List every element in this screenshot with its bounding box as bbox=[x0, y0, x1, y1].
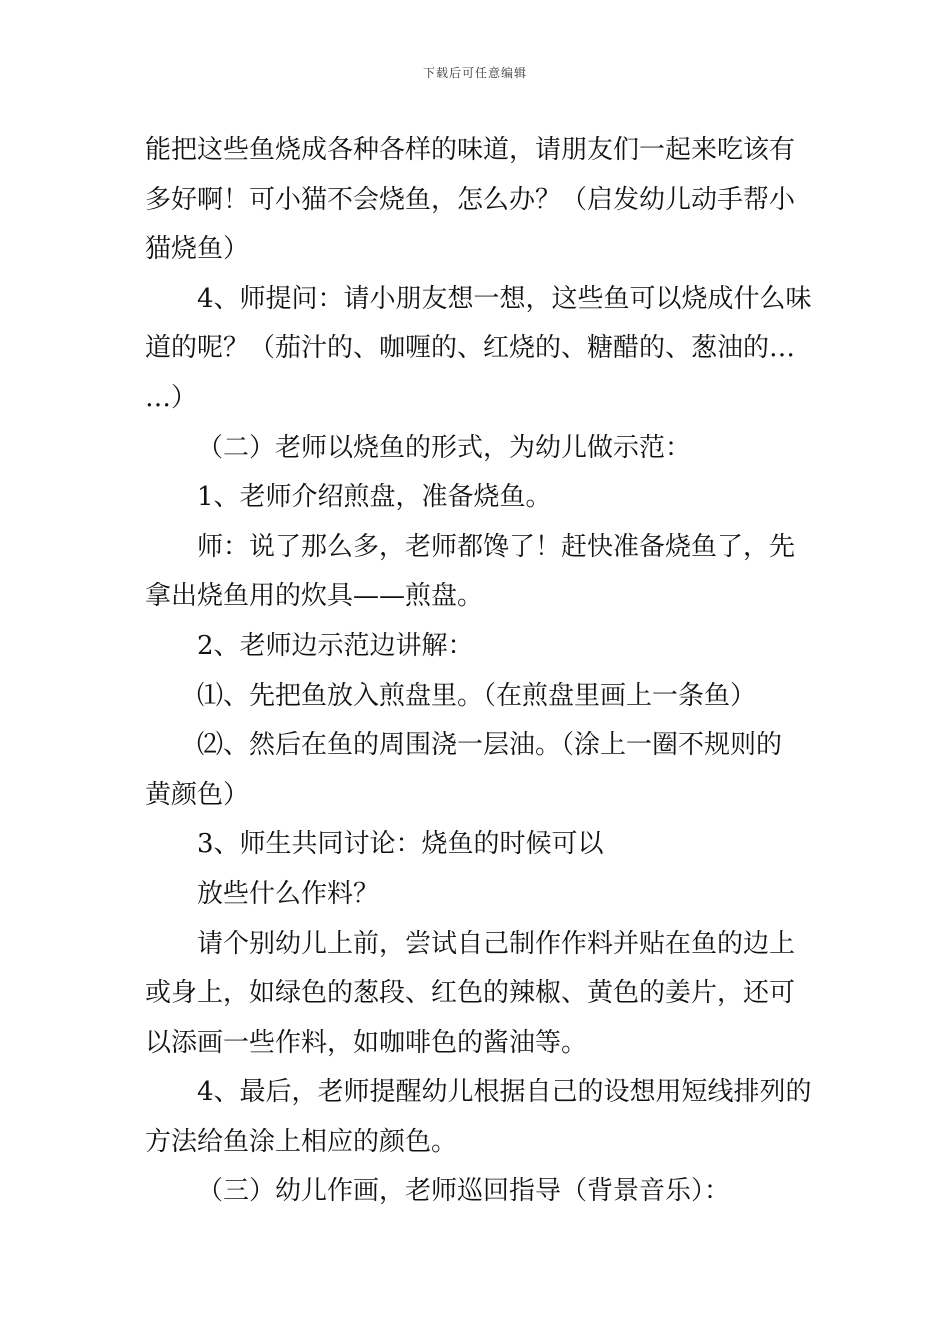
text-line: 猫烧鱼） bbox=[145, 234, 250, 265]
text-line: 请个别幼儿上前，尝试自己制作作料并贴在鱼的边上 bbox=[197, 928, 796, 959]
text-line: 黄颜色） bbox=[145, 779, 250, 810]
text-line: 拿出烧鱼用的炊具——煎盘。 bbox=[145, 581, 484, 612]
text-line: 方法给鱼涂上相应的颜色。 bbox=[145, 1126, 458, 1157]
page-header: 下载后可任意编辑 bbox=[422, 66, 527, 80]
text-line: 2、老师边示范边讲解： bbox=[197, 630, 474, 661]
text-line: 以添画一些作料，如咖啡色的酱油等。 bbox=[145, 1027, 588, 1058]
text-line: （三）幼儿作画，老师巡回指导（背景音乐）： bbox=[197, 1176, 731, 1207]
text-line: 3、师生共同讨论：烧鱼的时候可以 bbox=[197, 829, 604, 860]
text-line: …） bbox=[145, 382, 198, 413]
text-line: 1、老师介绍煎盘，准备烧鱼。 bbox=[197, 482, 552, 513]
text-line: 道的呢？（茄汁的、咖喱的、红烧的、糖醋的、葱油的… bbox=[145, 333, 796, 364]
text-line: 4、最后，老师提醒幼儿根据自己的设想用短线排列的 bbox=[197, 1077, 812, 1108]
text-line: 多好啊！可小猫不会烧鱼，怎么办？（启发幼儿动手帮小 bbox=[145, 184, 796, 215]
text-line: 能把这些鱼烧成各种各样的味道，请朋友们一起来吃该有 bbox=[145, 135, 796, 165]
text-line: 师：说了那么多，老师都馋了！赶快准备烧鱼了，先 bbox=[197, 531, 796, 562]
text-line: 4、师提问：请小朋友想一想，这些鱼可以烧成什么味 bbox=[197, 283, 812, 314]
text-line: 或身上，如绿色的葱段、红色的辣椒、黄色的姜片，还可 bbox=[145, 978, 796, 1009]
text-line: （二）老师以烧鱼的形式，为幼儿做示范： bbox=[197, 432, 692, 463]
document-body bbox=[145, 126, 812, 1217]
text-line: ⑵、然后在鱼的周围浇一层油。（涂上一圈不规则的 bbox=[197, 730, 783, 761]
text-line: ⑴、先把鱼放入煎盘里。（在煎盘里画上一条鱼） bbox=[197, 680, 757, 711]
text-line: 放些什么作料？ bbox=[197, 878, 380, 909]
